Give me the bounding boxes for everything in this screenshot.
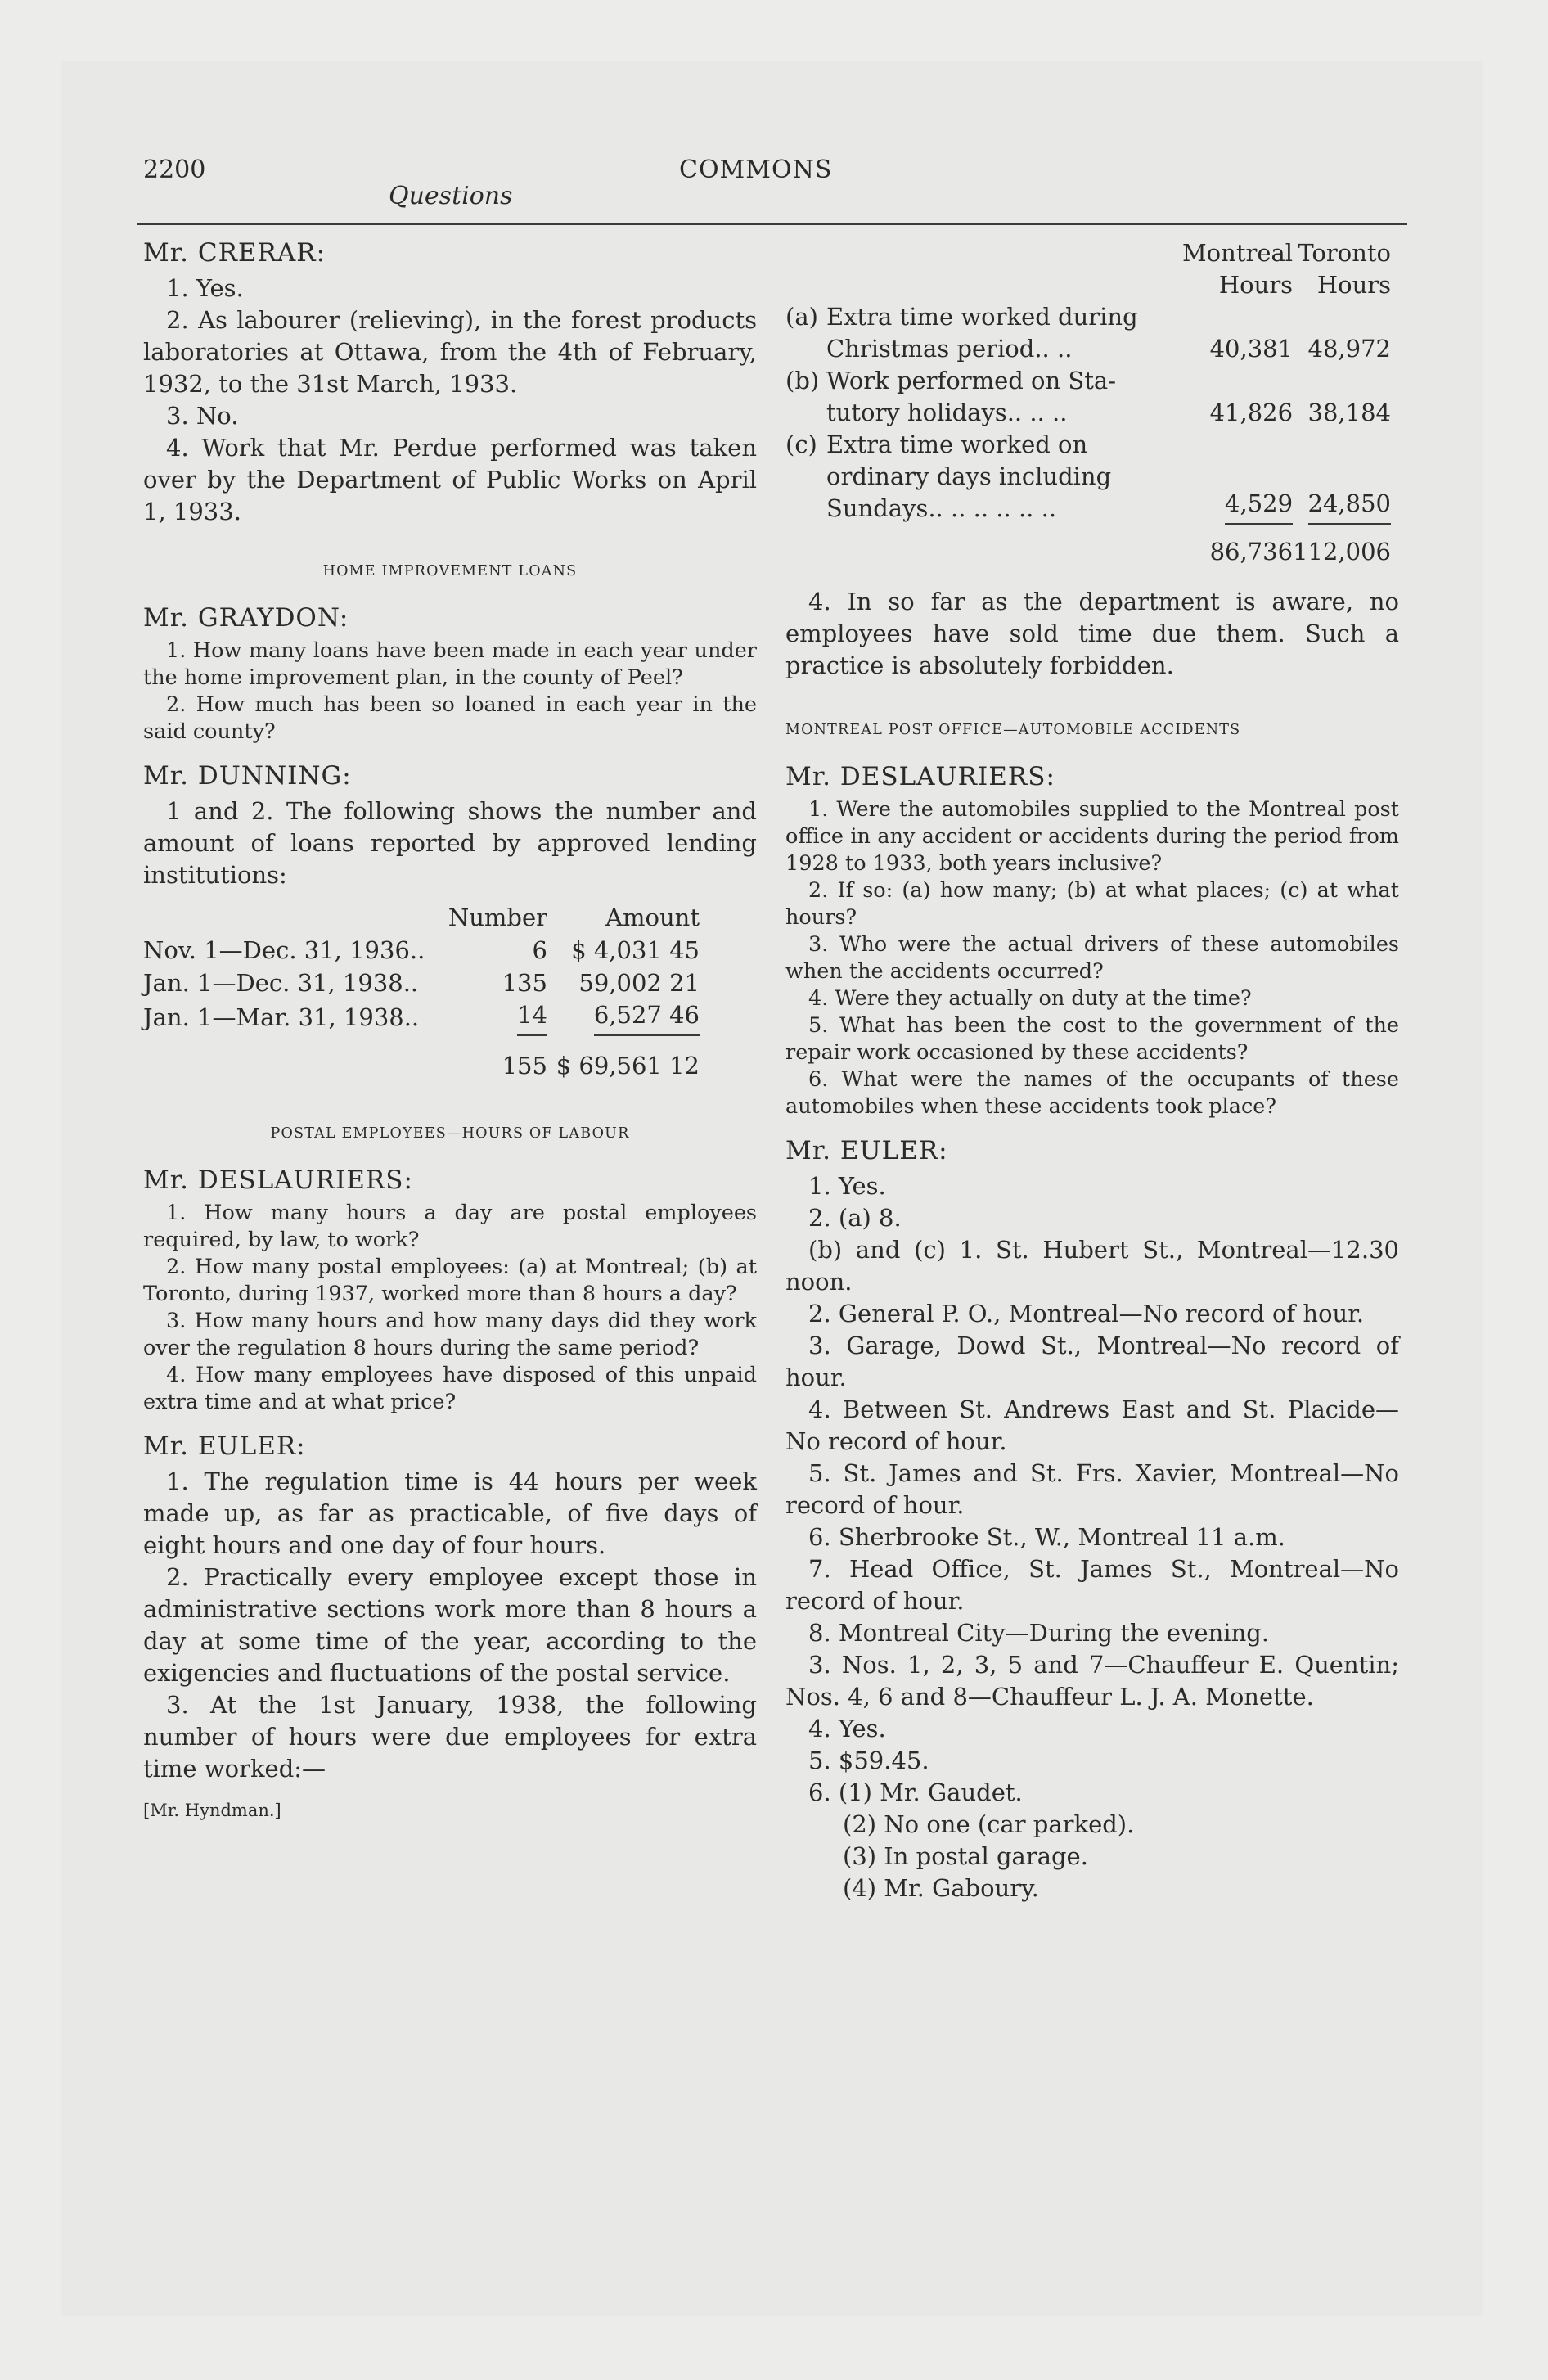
- answer: 3. No.: [166, 402, 239, 430]
- section-heading-home-loans: HOME IMPROVEMENT LOANS: [322, 563, 578, 579]
- answer: 3. Nos. 1, 2, 3, 5 and 7—Chauffeur E. Quentin; Nos. 4, 6 and 8—Chauffeur L. J. A. Monette.: [785, 1651, 1399, 1711]
- question: 5. What has been the cost to the government of the repair work occasioned by these accidents?: [785, 1013, 1399, 1065]
- question: 6. What were the names of the occupants of these automobiles when these accidents took place?: [785, 1067, 1399, 1119]
- total-number: 155: [502, 1051, 547, 1080]
- row-text: Work performed on Sta-: [826, 367, 1117, 394]
- speaker-graydon: Mr. GRAYDON:: [143, 603, 349, 633]
- column-header-montreal: Montreal: [1181, 239, 1294, 267]
- column-header-toronto: Toronto: [1298, 239, 1391, 267]
- period-cell: Jan. 1—Dec. 31, 1938..: [143, 968, 419, 997]
- answer: 3. Garage, Dowd St., Montreal—No record of hour.: [785, 1332, 1399, 1391]
- answer: 8. Montreal City—During the evening.: [808, 1619, 1270, 1647]
- number-cell: 6: [532, 935, 547, 964]
- answer: 1. Yes.: [808, 1172, 886, 1200]
- column-header-number: Number: [448, 903, 547, 931]
- number-cell: 14: [517, 999, 547, 1036]
- total-montreal: 86,736: [1209, 538, 1294, 566]
- answer: 7. Head Office, St. James St., Montreal—No record of hour.: [785, 1555, 1399, 1615]
- answer: 5. St. James and St. Frs. Xavier, Montreal—No record of hour.: [785, 1459, 1399, 1519]
- question: 1. How many hours a day are postal employees required, by law, to work?: [143, 1201, 757, 1252]
- answer: 4. Work that Mr. Perdue performed was taken over by the Department of Public Works on April 1, 1933.: [143, 434, 757, 525]
- period-cell: Jan. 1—Mar. 31, 1938..: [143, 1003, 420, 1031]
- answer: (b) and (c) 1. St. Hubert St., Montreal—12.30 noon.: [785, 1236, 1399, 1296]
- question: 1. How many loans have been made in each year under the home improvement plan, in the county of Peel?: [143, 638, 757, 690]
- amount-cell: $ 4,031 45: [571, 935, 700, 964]
- montreal-cell: 40,381: [1209, 335, 1294, 363]
- row-text: Extra time worked on: [826, 430, 1088, 458]
- header-rule: [137, 223, 1407, 225]
- question: 4. How many employees have disposed of this unpaid extra time and at what price?: [143, 1363, 757, 1414]
- column-header-amount: Amount: [605, 903, 700, 931]
- answer: 4. In so far as the department is aware, no employees have sold time due them. Such a practice is absolutely forbidden.: [785, 588, 1399, 679]
- speaker-dunning: Mr. DUNNING:: [143, 761, 352, 791]
- table-row: [143, 999, 700, 1036]
- total-row: [143, 1036, 700, 1082]
- answer: 2. As labourer (relieving), in the forest products laboratories at Ottawa, from the 4th of February, 1932, to the 31st March, 1933.: [143, 306, 757, 398]
- number-cell: 135: [502, 968, 547, 997]
- row-label: (c): [785, 430, 817, 458]
- hours-table: [785, 237, 1391, 568]
- answer: (3) In postal garage.: [843, 1842, 1088, 1870]
- answer: (2) No one (car parked).: [843, 1810, 1135, 1838]
- question: 1. Were the automobiles supplied to the Montreal post office in any accident or accidents during the period from 1928 to 1933, both years inclusive?: [785, 797, 1399, 876]
- loans-table: [143, 901, 700, 1082]
- answer: 4. Yes.: [808, 1715, 886, 1742]
- toronto-cell: 24,850: [1308, 488, 1391, 525]
- column-unit: Hours: [1218, 271, 1294, 299]
- row-text: tutory holidays.. .. ..: [826, 399, 1068, 426]
- speaker-euler: Mr. EULER:: [785, 1136, 948, 1165]
- right-column: [785, 237, 1399, 1904]
- toronto-cell: 48,972: [1307, 335, 1391, 363]
- question: 2. How much has been so loaned in each year in the said county?: [143, 692, 757, 744]
- answer: 3. At the 1st January, 1938, the following number of hours were due employees for extra time worked:—: [143, 1691, 757, 1783]
- table-row: [785, 365, 1391, 429]
- total-toronto: 112,006: [1293, 538, 1391, 566]
- speaker-crerar: Mr. CRERAR:: [143, 238, 326, 268]
- question: 3. Who were the actual drivers of these automobiles when the accidents occurred?: [785, 932, 1399, 984]
- toronto-cell: 38,184: [1307, 399, 1391, 426]
- total-amount: $ 69,561 12: [556, 1051, 700, 1080]
- montreal-cell: 41,826: [1209, 399, 1294, 426]
- speaker-euler: Mr. EULER:: [143, 1431, 306, 1461]
- page-title: COMMONS: [679, 156, 833, 184]
- answer: 4. Between St. Andrews East and St. Placide—No record of hour.: [785, 1395, 1399, 1455]
- answer: 1. The regulation time is 44 hours per week made up, as far as practicable, of five days of eight hours and one day of four hours.: [143, 1467, 757, 1559]
- section-heading-postal-hours: POSTAL EMPLOYEES—HOURS OF LABOUR: [270, 1125, 630, 1142]
- answer: 1 and 2. The following shows the number and amount of loans reported by approved lending institutions:: [143, 797, 757, 889]
- page-footer: [Mr. Hyndman.]: [143, 1801, 281, 1820]
- montreal-cell: 4,529: [1225, 488, 1293, 525]
- table-row: [143, 967, 700, 999]
- question: 2. If so: (a) how many; (b) at what places; (c) at what hours?: [785, 878, 1399, 930]
- speaker-deslauriers: Mr. DESLAURIERS:: [143, 1165, 413, 1195]
- question: 3. How many hours and how many days did they work over the regulation 8 hours during the same period?: [143, 1309, 757, 1360]
- answer: 6. (1) Mr. Gaudet.: [808, 1778, 1023, 1806]
- answer: 2. General P. O., Montreal—No record of hour.: [808, 1300, 1365, 1327]
- answer: 5. $59.45.: [808, 1747, 929, 1774]
- question: 2. How many postal employees: (a) at Montreal; (b) at Toronto, during 1937, worked more than 8 hours a day?: [143, 1255, 757, 1306]
- answer: (4) Mr. Gaboury.: [843, 1874, 1039, 1902]
- answer: 2. Practically every employee except those in administrative sections work more than 8 hours a day at some time of the year, according to the exigencies and fluctuations of the postal service.: [143, 1563, 757, 1687]
- row-label: (b): [785, 367, 820, 394]
- amount-cell: 6,527 46: [594, 999, 700, 1036]
- question: 4. Were they actually on duty at the time?: [808, 986, 1252, 1011]
- row-text: Christmas period.. ..: [826, 335, 1073, 363]
- column-unit: Hours: [1316, 271, 1391, 299]
- answer: 1. Yes.: [166, 274, 244, 302]
- table-row: [785, 301, 1391, 365]
- speaker-deslauriers: Mr. DESLAURIERS:: [785, 762, 1055, 791]
- page-number: 2200: [143, 156, 206, 184]
- answer: 6. Sherbrooke St., W., Montreal 11 a.m.: [808, 1523, 1285, 1551]
- table-row: [143, 934, 700, 967]
- row-text: Sundays.. .. .. .. .. ..: [826, 494, 1057, 522]
- row-text: ordinary days including: [826, 462, 1112, 490]
- row-label: (a): [785, 303, 818, 331]
- answer: 2. (a) 8.: [808, 1204, 902, 1232]
- table-row: [785, 429, 1391, 525]
- total-row: [785, 525, 1391, 568]
- section-heading-auto-accidents: MONTREAL POST OFFICE—AUTOMOBILE ACCIDENTS: [785, 722, 1241, 738]
- period-cell: Nov. 1—Dec. 31, 1936..: [143, 935, 425, 964]
- row-text: Extra time worked during: [826, 303, 1138, 331]
- section-label: Questions: [389, 182, 513, 210]
- amount-cell: 59,002 21: [578, 968, 700, 997]
- left-column: [143, 237, 757, 1827]
